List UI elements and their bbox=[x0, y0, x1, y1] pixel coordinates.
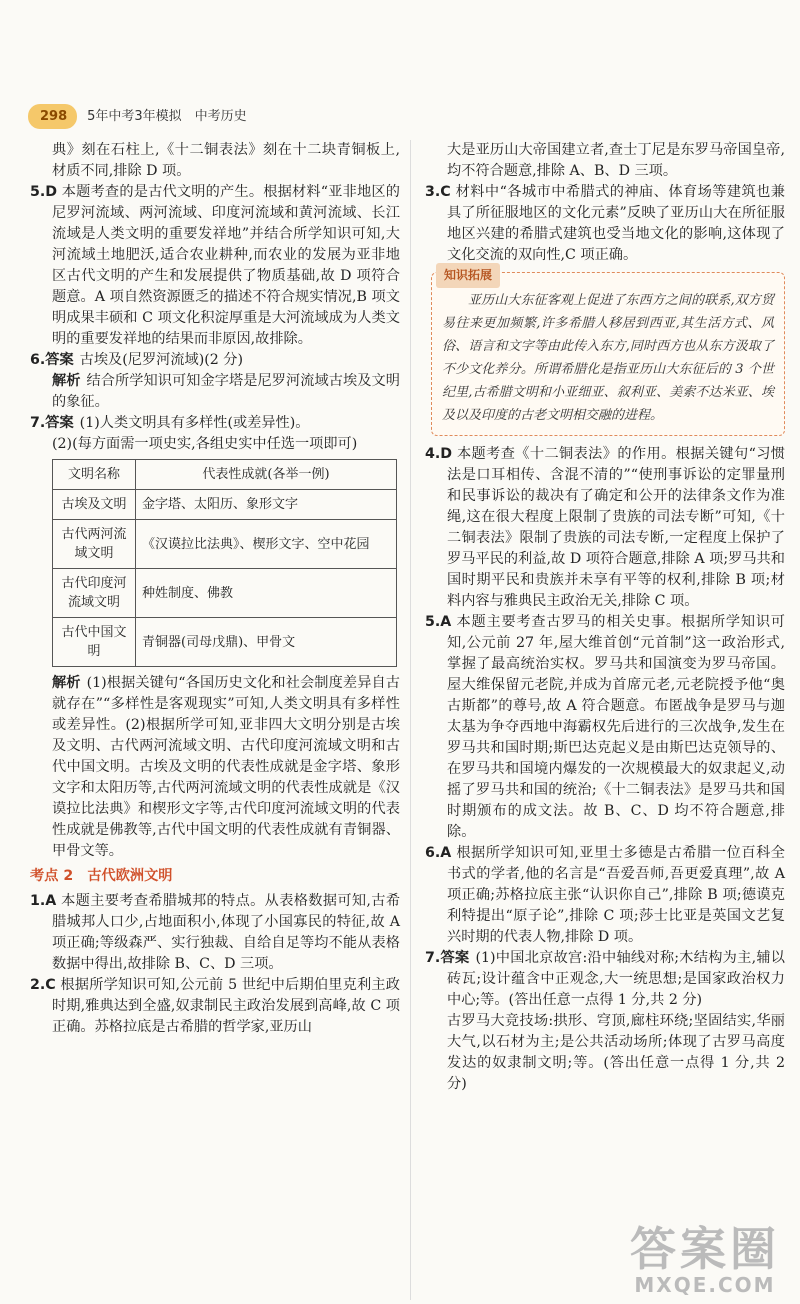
watermark-url: MXQE.COM bbox=[634, 1273, 776, 1297]
answer-3: 3.C 材料中“各城市中希腊式的神庙、体育场等建筑也兼具了所征服地区的文化元素”反映了亚历山大在所征服地区兴建的希腊式建筑也受当地文化的影响,这体现了文化交流的双向性,C 项正确。 bbox=[425, 184, 785, 263]
table-cell: 青铜器(司母戊鼎)、甲骨文 bbox=[136, 618, 397, 667]
answer-4: 4.D 本题考查《十二铜表法》的作用。根据关键句“习惯法是口耳相传、含混不清的”“使刑事诉讼的定罪量刑和民事诉讼的裁决有了确定和公开的法律条文作为准绳,这在很大程度上限制了贵族的司法专断”可知,《十二铜表法》限制了贵族的司法专断,一定程度上保护了罗马平民的利益,故 D 项符合题意,排除 A 项;罗马共和国时期平民和贵族并未享有平等的权利,排除 B 项;材料内容与雅典民主政治无关,排除 C 项。 bbox=[425, 446, 785, 609]
answer-1: 1.A 本题主要考查希腊城邦的特点。从表格数据可知,古希腊城邦人口少,占地面积小,体现了小国寡民的特征,故 A 项正确;等级森严、实行独裁、自给自足等均不能从表格数据中得出,故排除 B、C、D 三项。 bbox=[30, 893, 401, 972]
watermark-logo bbox=[630, 1223, 780, 1296]
table-cell: 《汉谟拉比法典》、楔形文字、空中花园 bbox=[136, 520, 397, 569]
table-row bbox=[53, 490, 397, 520]
continued-text: 大是亚历山大帝国建立者,查士丁尼是东罗马帝国皇帝,均不符合题意,排除 A、B、D 三项。 bbox=[447, 142, 785, 179]
table-header: 代表性成就(各举一例) bbox=[136, 460, 397, 490]
column-divider bbox=[410, 140, 411, 1300]
answer-5: 5.D 本题考查的是古代文明的产生。根据材料“亚非地区的尼罗河流域、两河流域、印度河流域和黄河流域、长江流域是人类文明的重要发祥地”并结合所学知识可知,大河流域土地肥沃,适合农业耕种,而农业的发展为亚非地区古代文明的产生和发展提供了物质基础,故 D 项符合题意。A 项自然资源匮乏的描述不符合规实情况,B 项文明成果丰硕和 C 项文化积淀厚重是大河流域成为人类文明的重要发祥地的结果而非原因,故排除。 bbox=[30, 184, 400, 347]
watermark-text: 答案圈 bbox=[630, 1222, 780, 1276]
knowledge-extension-tag: 知识拓展 bbox=[436, 263, 500, 288]
page-header bbox=[28, 103, 247, 129]
right-column bbox=[425, 140, 785, 1095]
answer-7-part2: (2)(每方面需一项史实,各组史实中任选一项即可) bbox=[52, 436, 358, 452]
civilization-table bbox=[52, 459, 397, 667]
answer-7-part2: 古罗马大竞技场:拱形、穹顶,廊柱环绕;坚固结实,华丽大气,以石材为主;是公共活动场所;体现了古罗马高度发达的奴隶制文明;等。(答出任意一点得 1 分,共 2 分) bbox=[447, 1013, 785, 1092]
answer-2: 2.C 根据所学知识可知,公元前 5 世纪中后期伯里克利主政时期,雅典达到全盛,奴隶制民主政治发展到高峰,故 C 项正确。苏格拉底是古希腊的哲学家,亚历山 bbox=[30, 977, 400, 1035]
table-row bbox=[53, 569, 397, 618]
table-row bbox=[53, 618, 397, 667]
table-cell: 古代中国文明 bbox=[53, 618, 136, 667]
answer-6: 6.A 根据所学知识可知,亚里士多德是古希腊一位百科全书式的学者,他的名言是“吾爱吾师,吾更爱真理”,故 A 项正确;苏格拉底主张“认识你自己”,排除 B 项;德谟克利特提出“原子论”,排除 C 项;莎士比亚是英国文艺复兴时期的代表人物,排除 D 项。 bbox=[425, 845, 785, 945]
answer-5: 5.A 本题主要考查古罗马的相关史事。根据所学知识可知,公元前 27 年,屋大维首创“元首制”这一政治形式,掌握了最高统治实权。罗马共和国演变为罗马帝国。屋大维保留元老院,并成为首席元老,元老院授予他“奥古斯都”的尊号,故 A 符合题意。布匿战争是罗马与迦太基为争夺西地中海霸权先后进行的三次战争,发生在罗马共和国时期;斯巴达克起义是由斯巴达克领导的、在罗马共和国境内爆发的一次规模最大的奴隶起义,动摇了罗马共和国的统治;《十二铜表法》是罗马共和国时期颁布的成文法。故 B、C、D 均不符合题意,排除。 bbox=[425, 614, 785, 840]
page-number: 298 bbox=[28, 104, 77, 129]
knowledge-extension-box bbox=[431, 268, 785, 436]
knowledge-extension-text: 亚历山大东征客观上促进了东西方之间的联系,双方贸易往来更加频繁,许多希腊人移居到西亚,其生活方式、风俗、语言和文字等由此传入东方,同时西方也从东方汲取了不少文化养分。所谓希腊化是指亚历山大东征后的 3 个世纪里,古希腊文明和小亚细亚、叙利亚、美索不达米亚、埃及以及印度的古老文明相交融的进程。 bbox=[442, 293, 774, 423]
table-cell: 种姓制度、佛教 bbox=[136, 569, 397, 618]
book-title: 5年中考3年模拟 中考历史 bbox=[87, 108, 247, 124]
section-heading: 考点 2 古代欧洲文明 bbox=[30, 868, 173, 884]
table-cell: 古埃及文明 bbox=[53, 490, 136, 520]
answer-7-explanation: 解析 (1)根据关键句“各国历史文化和社会制度差异自古就存在”“多样性是客观现实”可知,人类文明具有多样性或差异性。(2)根据所学可知,亚非四大文明分别是古埃及文明、古代两河流域文明、古代印度河流域文明和古代中国文明。古埃及文明的代表性成就是金字塔、象形文字和太阳历等,古代两河流域文明的代表性成就是《汉谟拉比法典》和楔形文字等,古代印度河流域文明的代表性成就是佛教等,古代中国文明的代表性成就有青铜器、甲骨文等。 bbox=[52, 675, 400, 859]
table-cell: 古代两河流域文明 bbox=[53, 520, 136, 569]
answer-7: 7.答案 (1)人类文明具有多样性(或差异性)。 bbox=[30, 415, 310, 431]
table-row bbox=[53, 520, 397, 569]
answer-6-explanation: 解析 结合所学知识可知金字塔是尼罗河流域古埃及文明的象征。 bbox=[52, 373, 400, 410]
continued-text: 典》刻在石柱上,《十二铜表法》刻在十二块青铜板上,材质不同,排除 D 项。 bbox=[52, 142, 400, 179]
table-header: 文明名称 bbox=[53, 460, 136, 490]
table-cell: 古代印度河流域文明 bbox=[53, 569, 136, 618]
left-column bbox=[30, 140, 400, 1038]
answer-7: 7.答案 (1)中国北京故宫:沿中轴线对称;木结构为主,辅以砖瓦;设计蕴含中正观念,大一统思想;是国家政治权力中心;等。(答出任意一点得 1 分,共 2 分) bbox=[425, 950, 785, 1008]
table-cell: 金字塔、太阳历、象形文字 bbox=[136, 490, 397, 520]
table-header-row bbox=[53, 460, 397, 490]
answer-6: 6.答案 古埃及(尼罗河流域)(2 分) bbox=[30, 352, 244, 368]
